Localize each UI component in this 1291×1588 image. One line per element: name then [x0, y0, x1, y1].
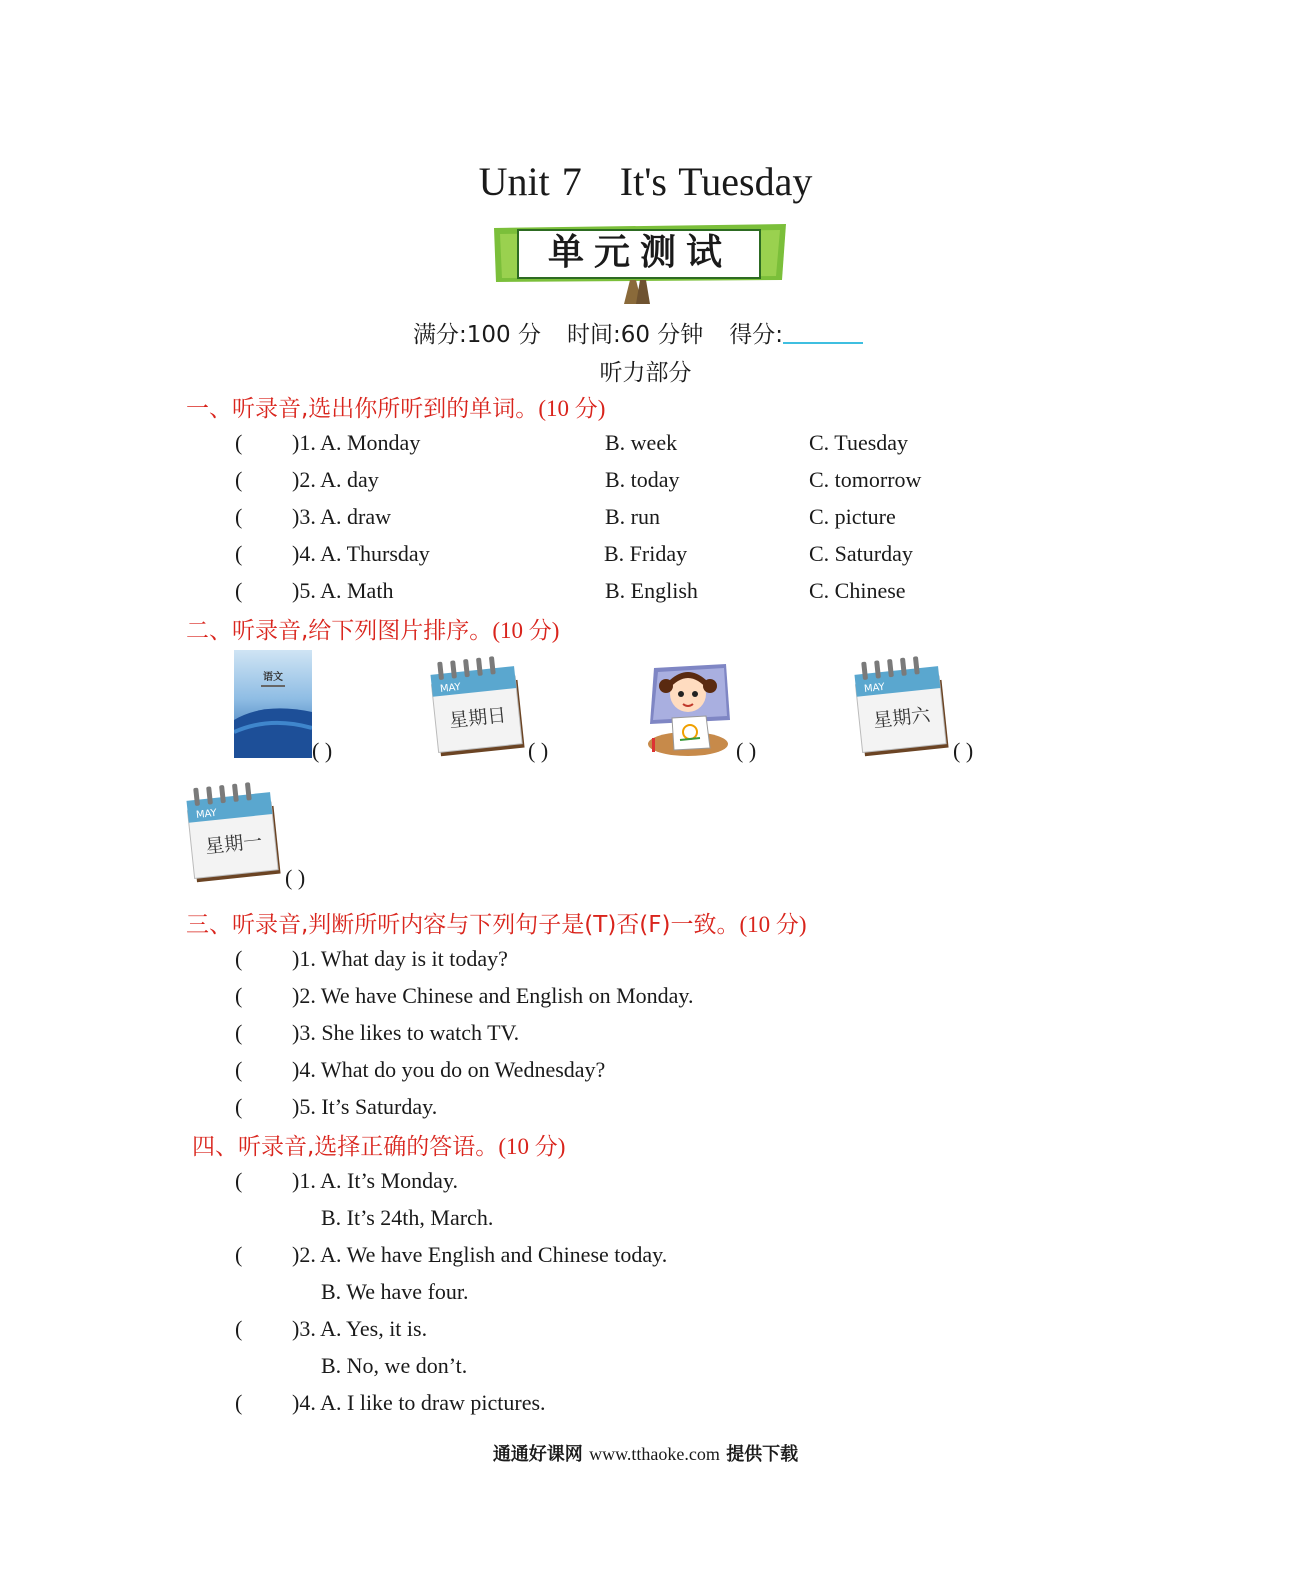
- calendar-icon: [852, 654, 954, 758]
- footer-site-name: 通通好课网: [492, 1444, 583, 1465]
- section1-item: [235, 502, 1035, 532]
- answer-bracket[interactable]: (: [235, 1168, 243, 1193]
- item-option-a: )2. A. day: [292, 467, 379, 492]
- section4-item: [235, 1240, 1035, 1270]
- calendar-month: MAY: [439, 681, 462, 695]
- item-option-a: )1. A. Monday: [292, 430, 421, 455]
- statement-text: )1. What day is it today?: [292, 946, 508, 971]
- item-option-c: C. Chinese: [809, 578, 906, 603]
- footer-suffix: 提供下载: [726, 1444, 799, 1465]
- answer-option-b: B. No, we don’t.: [321, 1353, 468, 1378]
- answer-option-b: B. We have four.: [321, 1279, 469, 1304]
- answer-bracket[interactable]: (: [235, 541, 243, 566]
- section3-heading: [186, 906, 807, 939]
- calendar-day: 星期一: [204, 830, 264, 859]
- calendar-icon: [184, 780, 286, 884]
- answer-bracket[interactable]: ( ): [312, 738, 333, 763]
- section3-item: [235, 944, 1035, 974]
- score-label: 得分:: [729, 322, 784, 348]
- item-option-c: C. picture: [809, 504, 896, 529]
- textbook-title: 语文: [263, 672, 283, 683]
- chinese-textbook-icon: [234, 650, 312, 758]
- statement-text: )4. What do you do on Wednesday?: [292, 1057, 606, 1082]
- statement-text: )2. We have Chinese and English on Monday.: [292, 983, 694, 1008]
- answer-bracket[interactable]: (: [235, 1242, 243, 1267]
- calendar-day: 星期日: [448, 704, 508, 733]
- section3-item: [235, 1018, 1035, 1048]
- section4-item: [235, 1314, 1035, 1344]
- answer-bracket[interactable]: (: [235, 1020, 243, 1045]
- statement-text: )3. She likes to watch TV.: [292, 1020, 520, 1045]
- page-title: [0, 158, 1291, 205]
- item-option-b: B. week: [605, 430, 678, 455]
- section4-item: [235, 1388, 1035, 1418]
- calendar-month: MAY: [195, 807, 218, 821]
- item-option-b: B. Friday: [604, 541, 688, 566]
- section1-item: [235, 465, 1035, 495]
- section4-title: 四、听录音,选择正确的答语。: [192, 1134, 499, 1160]
- section2-points: (10 分): [492, 618, 560, 643]
- section1-points: (10 分): [538, 396, 606, 421]
- answer-bracket[interactable]: (: [235, 430, 243, 455]
- answer-option-a: )2. A. We have English and Chinese today.: [292, 1242, 668, 1267]
- item-option-b: B. run: [605, 504, 660, 529]
- section1-item: [235, 576, 1035, 606]
- part-label: 听力部分: [599, 360, 692, 386]
- item-option-c: C. tomorrow: [809, 467, 922, 492]
- item-option-c: C. Saturday: [809, 541, 913, 566]
- item-option-a: )3. A. draw: [292, 504, 391, 529]
- time-limit: 时间:60 分钟: [566, 322, 704, 348]
- item-option-a: )5. A. Math: [292, 578, 394, 603]
- answer-bracket[interactable]: (: [235, 504, 243, 529]
- full-score: 满分:100 分: [413, 322, 541, 348]
- section3-item: [235, 1092, 1035, 1122]
- answer-bracket[interactable]: (: [235, 1390, 243, 1415]
- section3-points: (10 分): [739, 912, 807, 937]
- unit-title: It's Tuesday: [619, 159, 813, 204]
- calendar-day: 星期六: [872, 704, 932, 733]
- section1-item: [235, 539, 1035, 569]
- section3-item: [235, 981, 1035, 1011]
- calendar-icon: [428, 654, 530, 758]
- answer-bracket[interactable]: (: [235, 1057, 243, 1082]
- exam-meta: [413, 316, 809, 349]
- answer-bracket[interactable]: (: [235, 1316, 243, 1341]
- answer-bracket[interactable]: ( ): [528, 738, 549, 763]
- answer-bracket[interactable]: ( ): [736, 738, 757, 763]
- page-footer: [0, 1440, 1291, 1466]
- unit-label: Unit 7: [478, 159, 582, 204]
- item-option-a: )4. A. Thursday: [292, 541, 430, 566]
- section2-heading: [186, 612, 559, 645]
- calendar-month: MAY: [863, 681, 886, 695]
- section1-title: 一、听录音,选出你所听到的单词。: [186, 396, 539, 422]
- section1-heading: [186, 390, 605, 423]
- girl-drawing-icon: [644, 660, 736, 758]
- section4-heading: [192, 1128, 565, 1161]
- answer-bracket[interactable]: (: [235, 467, 243, 492]
- section2-title: 二、听录音,给下列图片排序。: [186, 618, 493, 644]
- answer-option-a: )3. A. Yes, it is.: [292, 1316, 428, 1341]
- section1-item: [235, 428, 1035, 458]
- section3-title: 三、听录音,判断所听内容与下列句子是(T)否(F)一致。: [186, 912, 740, 938]
- answer-bracket[interactable]: (: [235, 578, 243, 603]
- answer-option-b: B. It’s 24th, March.: [321, 1205, 494, 1230]
- answer-bracket[interactable]: ( ): [953, 738, 974, 763]
- answer-bracket[interactable]: (: [235, 946, 243, 971]
- item-option-b: B. English: [605, 578, 698, 603]
- section4-item: [235, 1166, 1035, 1196]
- banner-title: 单元测试: [547, 232, 732, 273]
- answer-bracket[interactable]: (: [235, 1094, 243, 1119]
- answer-bracket[interactable]: (: [235, 983, 243, 1008]
- section4-points: (10 分): [498, 1134, 566, 1159]
- footer-link[interactable]: www.tthaoke.com: [589, 1444, 720, 1464]
- item-option-c: C. Tuesday: [809, 430, 909, 455]
- section3-item: [235, 1055, 1035, 1085]
- answer-option-a: )4. A. I like to draw pictures.: [292, 1390, 546, 1415]
- statement-text: )5. It’s Saturday.: [292, 1094, 438, 1119]
- score-blank[interactable]: [783, 342, 863, 344]
- item-option-b: B. today: [605, 467, 680, 492]
- answer-bracket[interactable]: ( ): [285, 865, 306, 890]
- answer-option-a: )1. A. It’s Monday.: [292, 1168, 459, 1193]
